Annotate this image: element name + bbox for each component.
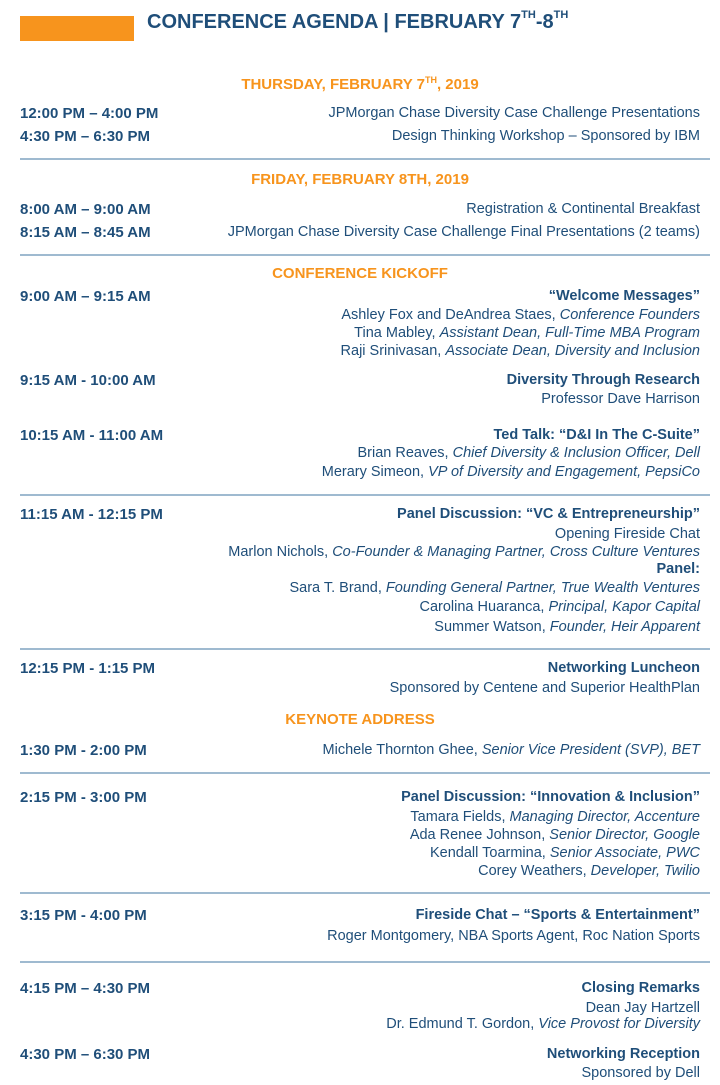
speaker-line: Tamara Fields, Managing Director, Accenture [410, 809, 700, 825]
schedule-description: JPMorgan Chase Diversity Case Challenge Final Presentations (2 teams) [227, 224, 700, 240]
speaker-line: Sara T. Brand, Founding General Partner, True Wealth Ventures [289, 580, 700, 596]
schedule-time: 8:15 AM – 8:45 AM [20, 224, 151, 241]
speaker-line: Sponsored by Dell [581, 1065, 700, 1081]
speaker-line: Ashley Fox and DeAndrea Staes, Conference Founders [341, 307, 700, 323]
speaker-line: Carolina Huaranca, Principal, Kapor Capital [419, 599, 700, 615]
session-title: Panel Discussion: “VC & Entrepreneurship” [397, 506, 700, 522]
divider [20, 961, 710, 963]
divider [20, 772, 710, 774]
schedule-time: 8:00 AM – 9:00 AM [20, 201, 151, 218]
divider [20, 494, 710, 496]
speaker-line: Brian Reaves, Chief Diversity & Inclusion Officer, Dell [357, 445, 700, 461]
speaker-line: Summer Watson, Founder, Heir Apparent [434, 619, 700, 635]
speaker-line: Dean Jay Hartzell [585, 1000, 700, 1016]
speaker-line: Roger Montgomery, NBA Sports Agent, Roc Nation Sports [327, 928, 700, 944]
speaker-line: Corey Weathers, Developer, Twilio [478, 863, 700, 879]
speaker-line: Kendall Toarmina, Senior Associate, PWC [430, 845, 700, 861]
speaker-line: Opening Fireside Chat [554, 526, 700, 542]
speaker-line: Tina Mabley, Assistant Dean, Full-Time MBA Program [354, 325, 700, 341]
session-title: “Welcome Messages” [548, 288, 700, 304]
speaker-line: Dr. Edmund T. Gordon, Vice Provost for Diversity [386, 1016, 700, 1032]
schedule-time: 1:30 PM - 2:00 PM [20, 742, 147, 759]
divider [20, 648, 710, 650]
kickoff-heading: CONFERENCE KICKOFF [272, 265, 448, 282]
session-title: Diversity Through Research [506, 372, 700, 388]
divider [20, 158, 710, 160]
session-title: Ted Talk: “D&I In The C-Suite” [493, 427, 700, 443]
speaker-line: Michele Thornton Ghee, Senior Vice President (SVP), BET [322, 742, 700, 758]
speaker-line: Marlon Nichols, Co-Founder & Managing Partner, Cross Culture Ventures [228, 544, 700, 560]
schedule-time: 2:15 PM - 3:00 PM [20, 789, 147, 806]
schedule-time: 12:15 PM - 1:15 PM [20, 660, 156, 677]
session-title: Panel Discussion: “Innovation & Inclusion” [401, 789, 700, 805]
orange-header-bar [20, 16, 134, 41]
panel-label: Panel: [656, 561, 700, 577]
friday-heading: FRIDAY, FEBRUARY 8TH, 2019 [251, 171, 469, 188]
schedule-time: 9:00 AM – 9:15 AM [20, 288, 151, 305]
speaker-line: Professor Dave Harrison [541, 391, 700, 407]
schedule-description: Design Thinking Workshop – Sponsored by IBM [391, 128, 700, 144]
speaker-line: Ada Renee Johnson, Senior Director, Google [409, 827, 700, 843]
page-title: CONFERENCE AGENDA | FEBRUARY 7TH-8TH [147, 9, 569, 33]
schedule-time: 10:15 AM - 11:00 AM [20, 427, 164, 444]
session-title: Closing Remarks [581, 980, 700, 996]
schedule-time: 12:00 PM – 4:00 PM [20, 105, 159, 122]
schedule-time: 4:30 PM – 6:30 PM [20, 1046, 151, 1063]
thursday-heading: THURSDAY, FEBRUARY 7TH, 2019 [241, 75, 479, 93]
speaker-line: Merary Simeon, VP of Diversity and Engagement, PepsiCo [321, 464, 700, 480]
session-title: Networking Reception [546, 1046, 700, 1062]
schedule-time: 9:15 AM - 10:00 AM [20, 372, 156, 389]
divider [20, 892, 710, 894]
keynote-heading: KEYNOTE ADDRESS [285, 711, 435, 728]
schedule-time: 4:15 PM – 4:30 PM [20, 980, 151, 997]
speaker-line: Raji Srinivasan, Associate Dean, Diversity and Inclusion [340, 343, 700, 359]
session-title: Fireside Chat – “Sports & Entertainment” [415, 907, 700, 923]
schedule-time: 11:15 AM - 12:15 PM [20, 506, 163, 523]
schedule-description: JPMorgan Chase Diversity Case Challenge Presentations [328, 105, 700, 121]
schedule-time: 4:30 PM – 6:30 PM [20, 128, 151, 145]
session-title: Networking Luncheon [547, 660, 700, 676]
schedule-time: 3:15 PM - 4:00 PM [20, 907, 147, 924]
schedule-description: Registration & Continental Breakfast [466, 201, 700, 217]
divider [20, 254, 710, 256]
speaker-line: Sponsored by Centene and Superior HealthPlan [389, 680, 700, 696]
